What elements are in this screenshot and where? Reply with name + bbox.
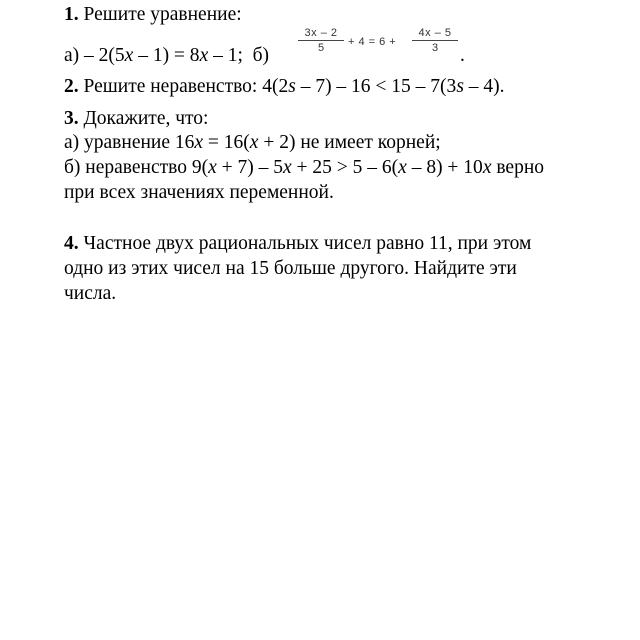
task1-heading: Решите уравнение: — [83, 4, 242, 25]
task3b-text-5: верно — [496, 157, 545, 178]
task3b-continuation-line — [64, 181, 334, 205]
task2-text-3: – 4). — [468, 76, 505, 97]
task4-text-2: одно из этих чисел на 15 больше другого. Найдите эти — [64, 258, 517, 279]
task2-line — [64, 75, 505, 99]
task1b-fraction-1-denominator: 5 — [317, 42, 325, 54]
task4-number: 4. — [64, 233, 79, 254]
task1b-middle: + 4 = 6 + — [348, 36, 397, 48]
task1b-fraction-1 — [298, 27, 344, 54]
task3b-var-1: x — [208, 157, 217, 178]
task3a-text-2: = 16( — [207, 132, 250, 153]
task4-text-1: Частное двух рациональных чисел равно 11, при этом — [83, 233, 532, 254]
task1a-expr-1: 2(5 — [98, 45, 125, 66]
task3a-var-2: x — [249, 132, 259, 153]
task2-var-1: s — [288, 76, 296, 97]
task1b-fraction-2-denominator: 3 — [431, 42, 439, 54]
task1-number: 1. — [64, 4, 79, 25]
task3a-line — [64, 131, 441, 155]
task3b-text-2: + 7) – 5 — [221, 157, 283, 178]
task1a-var-2: x — [199, 45, 209, 66]
task1-parts-line — [64, 44, 269, 68]
task1a-expr-3: – 1; — [213, 45, 243, 66]
task4-line-1 — [64, 232, 531, 256]
task3b-var-4: x — [482, 157, 492, 178]
task1b-fraction-1-numerator: 3x – 2 — [298, 27, 344, 41]
task3b-text-4: – 8) + 10 — [411, 157, 483, 178]
task1b-fraction-2 — [412, 27, 458, 54]
task4-line-3 — [64, 282, 116, 306]
task1a-expr-2: – 1) = 8 — [138, 45, 200, 66]
task3-heading: Докажите, что: — [83, 108, 209, 129]
task2-text-2: – 7) – 16 < 15 – 7(3 — [300, 76, 457, 97]
task1-heading-line — [64, 3, 242, 27]
task3b-continuation: при всех значениях переменной. — [64, 182, 334, 203]
task2-number: 2. — [64, 76, 79, 97]
task2-text-1: Решите неравенство: 4(2 — [83, 76, 289, 97]
task3b-var-3: x — [398, 157, 407, 178]
task3a-var-1: x — [194, 132, 204, 153]
task3b-var-2: x — [283, 157, 292, 178]
task1b-label: б) — [252, 45, 270, 66]
task4-text-3: числа. — [64, 283, 117, 304]
task2-var-2: s — [456, 76, 464, 97]
task1a-var-1: x — [124, 45, 134, 66]
task3a-text-3: + 2) не имеет корней; — [263, 132, 441, 153]
task4-line-2 — [64, 257, 517, 281]
task3b-text-3: + 25 > 5 – 6( — [296, 157, 399, 178]
task3b-text-1: б) неравенство 9( — [64, 157, 209, 178]
task3-heading-line — [64, 107, 208, 131]
task3-number: 3. — [64, 108, 79, 129]
task3a-text-1: а) уравнение 16 — [64, 132, 195, 153]
task1b-fraction-2-numerator: 4x – 5 — [412, 27, 458, 41]
task1a-label: а) – — [64, 45, 94, 66]
task1b-end-period: . — [460, 45, 465, 66]
task3b-line — [64, 156, 544, 180]
